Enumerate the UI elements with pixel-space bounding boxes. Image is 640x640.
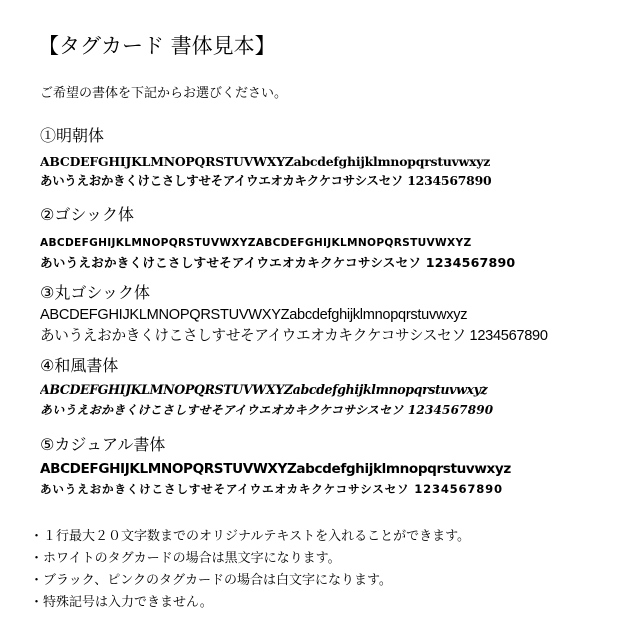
kana-number-sample: あいうえおかきくけこさしすせそアイウエオカキクケコサシスセソ 1234567890 [40,173,492,188]
font-section-wafu [40,356,630,420]
font-section-gothic [40,205,630,273]
section-heading: ⑤カジュアル書体 [40,435,166,454]
note-item: ・１行最大２０文字数までのオリジナルテキストを入れることができます。 [30,529,471,544]
notes-list [30,526,470,614]
section-heading: ④和風書体 [40,356,119,375]
kana-number-sample: あいうえおかきくけこさしすせそアイウエオカキクケコサシスセソ 1234567890 [40,403,494,417]
section-heading: ①明朝体 [40,126,105,145]
kana-number-sample: あいうえおかきくけこさしすせそアイウエオカキクケコサシスセソ 1234567890 [40,328,548,344]
kana-number-sample: あいうえおかきくけこさしすせそアイウエオカキクケコサシスセソ 1234567890 [40,482,503,496]
note-item: ・特殊記号は入力できません。 [30,595,213,610]
font-section-maru-gothic [40,283,630,347]
font-section-mincho [40,126,630,190]
section-heading: ②ゴシック体 [40,205,135,224]
section-heading: ③丸ゴシック体 [40,283,151,302]
latin-sample: ABCDEFGHIJKLMNOPQRSTUVWXYZabcdefghijklmnopqrstuvwxyz [40,154,491,169]
note-item: ・ブラック、ピンクのタグカードの場合は白文字になります。 [30,573,392,588]
latin-sample: ABCDEFGHIJKLMNOPQRSTUVWXYZabcdefghijklmnopqrstuvwxyz [40,307,468,323]
note-item: ・ホワイトのタグカードの場合は黒文字になります。 [30,551,341,566]
page-title: 【タグカード 書体見本】 [38,34,276,58]
font-section-casual [40,435,630,499]
latin-sample: ABCDEFGHIJKLMNOPQRSTUVWXYZABCDEFGHIJKLMNOPQRSTUVWXYZ [40,237,472,249]
kana-number-sample: あいうえおかきくけこさしすせそアイウエオカキクケコサシスセソ 1234567890 [40,255,516,270]
latin-sample: ABCDEFGHIJKLMNOPQRSTUVWXYZabcdefghijklmnopqrstuvwxyz [40,461,511,477]
latin-sample: ABCDEFGHIJKLMNOPQRSTUVWXYZabcdefghijklmnopqrstuvwxyz [40,382,488,397]
intro-text: ご希望の書体を下記からお選びください。 [40,86,288,101]
